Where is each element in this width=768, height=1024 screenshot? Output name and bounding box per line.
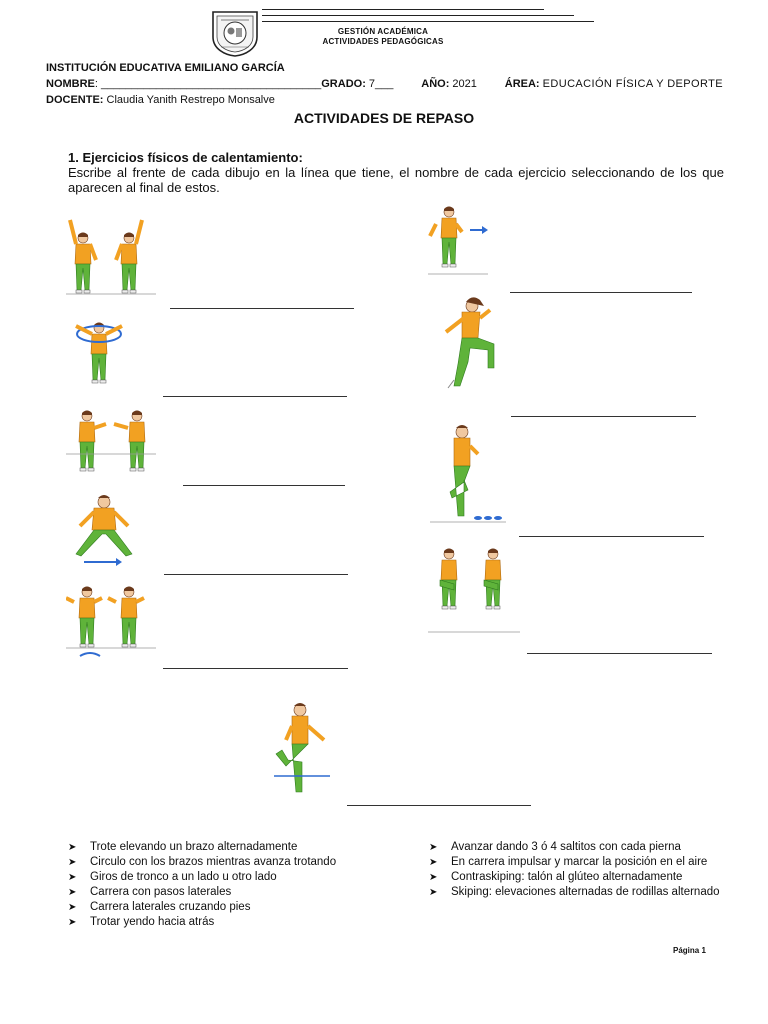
page-number: Página 1	[673, 946, 706, 955]
arrowhead-bullet-icon: ➤	[68, 872, 77, 883]
list-item: ➤ Skiping: elevaciones alternadas de rodillas alternado	[429, 886, 720, 898]
list-item: ➤ Carrera laterales cruzando pies	[68, 901, 251, 913]
answer-line[interactable]	[519, 536, 704, 537]
arrowhead-bullet-icon: ➤	[68, 917, 77, 928]
answer-line[interactable]	[170, 308, 354, 309]
header-actividades-line: ACTIVIDADES PEDAGÓGICAS	[322, 37, 444, 46]
exercise-illustration	[66, 578, 156, 660]
year-field: AÑO: 2021	[421, 78, 477, 90]
arrowhead-bullet-icon: ➤	[68, 857, 77, 868]
header-rule	[262, 21, 594, 22]
arrowhead-bullet-icon: ➤	[68, 887, 77, 898]
answer-line[interactable]	[347, 805, 531, 806]
school-seal-icon	[209, 9, 261, 57]
arrowhead-bullet-icon: ➤	[429, 857, 438, 868]
exercise-illustration	[428, 540, 520, 640]
teacher-field: DOCENTE: Claudia Yanith Restrepo Monsalve	[46, 94, 275, 106]
area-field: ÁREA: EDUCACIÓN FÍSICA Y DEPORTE	[504, 78, 723, 90]
exercise-illustration	[428, 292, 504, 396]
list-item: ➤ Circulo con los brazos mientras avanza trotando	[68, 856, 337, 868]
page-title: ACTIVIDADES DE REPASO	[293, 110, 475, 126]
arrowhead-bullet-icon: ➤	[429, 842, 438, 853]
arrowhead-bullet-icon: ➤	[68, 902, 77, 913]
header-rule	[262, 9, 544, 10]
answer-line[interactable]	[511, 416, 696, 417]
exercise-illustration	[68, 488, 140, 568]
exercise-illustration	[270, 698, 334, 798]
answer-line[interactable]	[510, 292, 692, 293]
list-item: ➤ Giros de tronco a un lado u otro lado	[68, 871, 277, 883]
header-department	[262, 27, 504, 47]
section-heading: 1. Ejercicios físicos de calentamiento:	[68, 150, 303, 165]
student-info-row	[46, 78, 723, 90]
institution-name: INSTITUCIÓN EDUCATIVA EMILIANO GARCÍA	[46, 62, 285, 74]
list-item: ➤ Trotar yendo hacia atrás	[68, 916, 215, 928]
answer-line[interactable]	[183, 485, 345, 486]
answer-line[interactable]	[164, 574, 348, 575]
list-item: ➤ Trote elevando un brazo alternadamente	[68, 841, 298, 853]
arrowhead-bullet-icon: ➤	[68, 842, 77, 853]
list-item: ➤ Carrera con pasos laterales	[68, 886, 232, 898]
list-item: ➤ Avanzar dando 3 ó 4 saltitos con cada pierna	[429, 841, 681, 853]
arrowhead-bullet-icon: ➤	[429, 887, 438, 898]
options-list-right	[429, 840, 723, 900]
header-rule	[262, 15, 574, 16]
exercise-illustration	[430, 420, 506, 526]
exercise-illustration	[428, 200, 490, 280]
exercise-illustration	[66, 214, 156, 300]
answer-line[interactable]	[527, 653, 712, 654]
answer-line[interactable]	[163, 668, 348, 669]
exercise-illustration	[66, 402, 156, 476]
options-list-left	[68, 840, 368, 930]
name-field[interactable]: NOMBRE: ____________________________________GRADO: 7___	[46, 78, 394, 90]
header-gestion-line: GESTIÓN ACADÉMICA	[337, 27, 429, 36]
exercise-illustration	[68, 312, 130, 392]
list-item: ➤ Contraskiping: talón al glúteo alternadamente	[429, 871, 683, 883]
list-item: ➤ En carrera impulsar y marcar la posición en el aire	[429, 856, 708, 868]
section-instruction: Escribe al frente de cada dibujo en la línea que tiene, el nombre de cada ejercicio seleccionando de los que aparecen al final de estos.	[68, 165, 724, 195]
answer-line[interactable]	[163, 396, 347, 397]
arrowhead-bullet-icon: ➤	[429, 872, 438, 883]
